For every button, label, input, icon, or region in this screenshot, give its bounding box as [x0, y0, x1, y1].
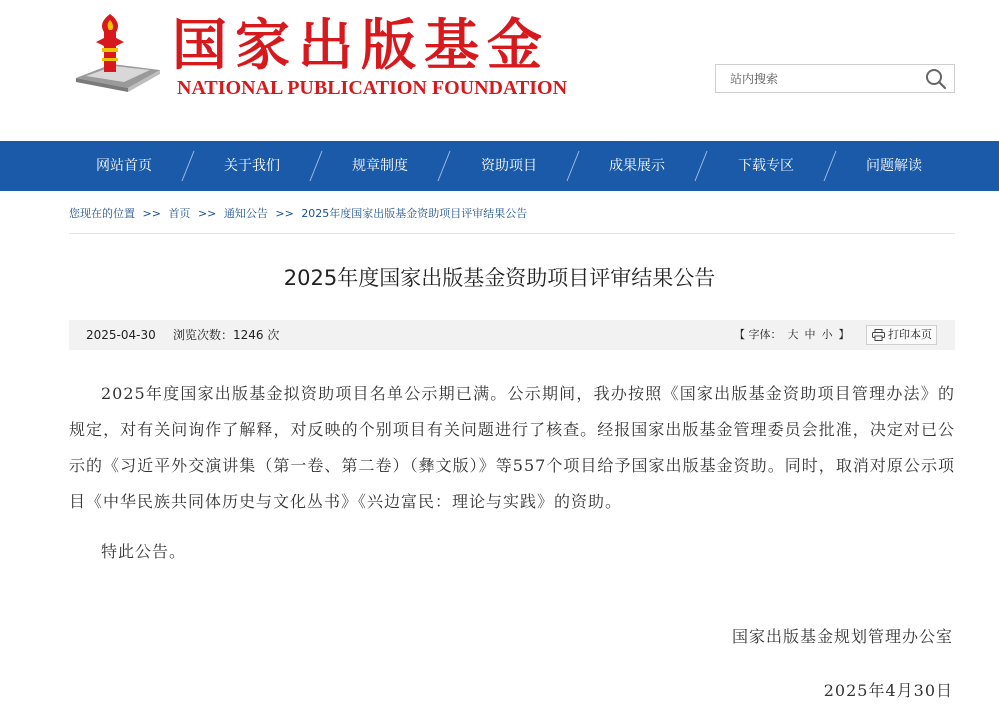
- breadcrumb-current-page[interactable]: 2025年度国家出版基金资助项目评审结果公告: [301, 207, 528, 220]
- nav-item-about[interactable]: 关于我们: [224, 158, 280, 174]
- font-size-large[interactable]: 大: [787, 328, 799, 341]
- view-count-unit: 次: [267, 328, 280, 342]
- foundation-logo[interactable]: [72, 12, 164, 100]
- breadcrumb: [69, 204, 527, 224]
- nav-item-downloads[interactable]: 下载专区: [738, 158, 794, 174]
- nav-item-achievements[interactable]: 成果展示: [609, 158, 665, 174]
- nav-item-home[interactable]: 网站首页: [96, 158, 152, 174]
- breadcrumb-separator: >>: [142, 207, 161, 220]
- nav-item-faq[interactable]: 问题解读: [866, 158, 922, 174]
- breadcrumb-divider: [69, 233, 955, 234]
- article-paragraph: 特此公告。: [101, 542, 187, 561]
- breadcrumb-notices-link[interactable]: 通知公告: [223, 207, 268, 220]
- view-count-label: 浏览次数：: [173, 328, 234, 342]
- font-size-close-bracket: 】: [838, 328, 850, 341]
- article-body: [69, 376, 955, 584]
- font-size-switcher: [734, 320, 850, 350]
- nav-separator: [818, 141, 842, 191]
- search-button[interactable]: [924, 68, 948, 90]
- printer-icon: [872, 329, 885, 341]
- print-button[interactable]: [866, 325, 937, 345]
- site-title-en: NATIONAL PUBLICATION FOUNDATION: [177, 77, 568, 99]
- nav-item-funded-projects[interactable]: 资助项目: [481, 158, 537, 174]
- article-meta-bar: [69, 320, 955, 350]
- signature-organization: 国家出版基金规划管理办公室: [731, 627, 953, 646]
- breadcrumb-separator: >>: [197, 207, 217, 220]
- search-icon: [924, 68, 948, 90]
- search-box: [715, 64, 955, 93]
- font-size-label: 【 字体：: [734, 328, 782, 341]
- nav-separator: [689, 141, 713, 191]
- article-title: 2025年度国家出版基金资助项目评审结果公告: [283, 266, 716, 290]
- article-paragraph: 2025年度国家出版基金拟资助项目名单公示期已满。公示期间，我办按照《国家出版基金资助项目管理办法》的规定，对有关问询作了解释，对反映的个别项目有关问题进行了核查。经报国家出版基金管理委员会批准，决定对已公示的《习近平外交演讲集（第一卷、第二卷）（彝文版）》等557个项目给予国家出版基金资助。同时，取消对原公示项目《中华民族共同体历史与文化丛书》《兴边富民：理论与实践》的资助。: [69, 384, 955, 511]
- nav-separator: [176, 141, 200, 191]
- nav-separator: [304, 141, 328, 191]
- font-size-medium[interactable]: 中: [804, 328, 816, 341]
- font-size-small[interactable]: 小: [821, 328, 833, 341]
- publish-date: 2025-04-30: [86, 328, 156, 342]
- site-header: [0, 0, 999, 141]
- nav-separator: [432, 141, 456, 191]
- signature-date: 2025年4月30日: [823, 681, 953, 700]
- breadcrumb-home-link[interactable]: 首页: [168, 207, 191, 220]
- view-count: [173, 320, 279, 350]
- site-title-cn: 国家出版基金: [172, 12, 551, 77]
- nav-separator: [561, 141, 585, 191]
- print-button-label: 打印本页: [888, 328, 932, 341]
- search-input[interactable]: [716, 65, 916, 92]
- main-nav: [0, 141, 999, 191]
- nav-item-regulations[interactable]: 规章制度: [352, 158, 408, 174]
- view-count-value: 1246: [233, 328, 264, 342]
- torch-book-logo-icon: [72, 12, 164, 100]
- breadcrumb-separator: >>: [275, 207, 294, 220]
- breadcrumb-prefix: 您现在的位置: [69, 207, 135, 220]
